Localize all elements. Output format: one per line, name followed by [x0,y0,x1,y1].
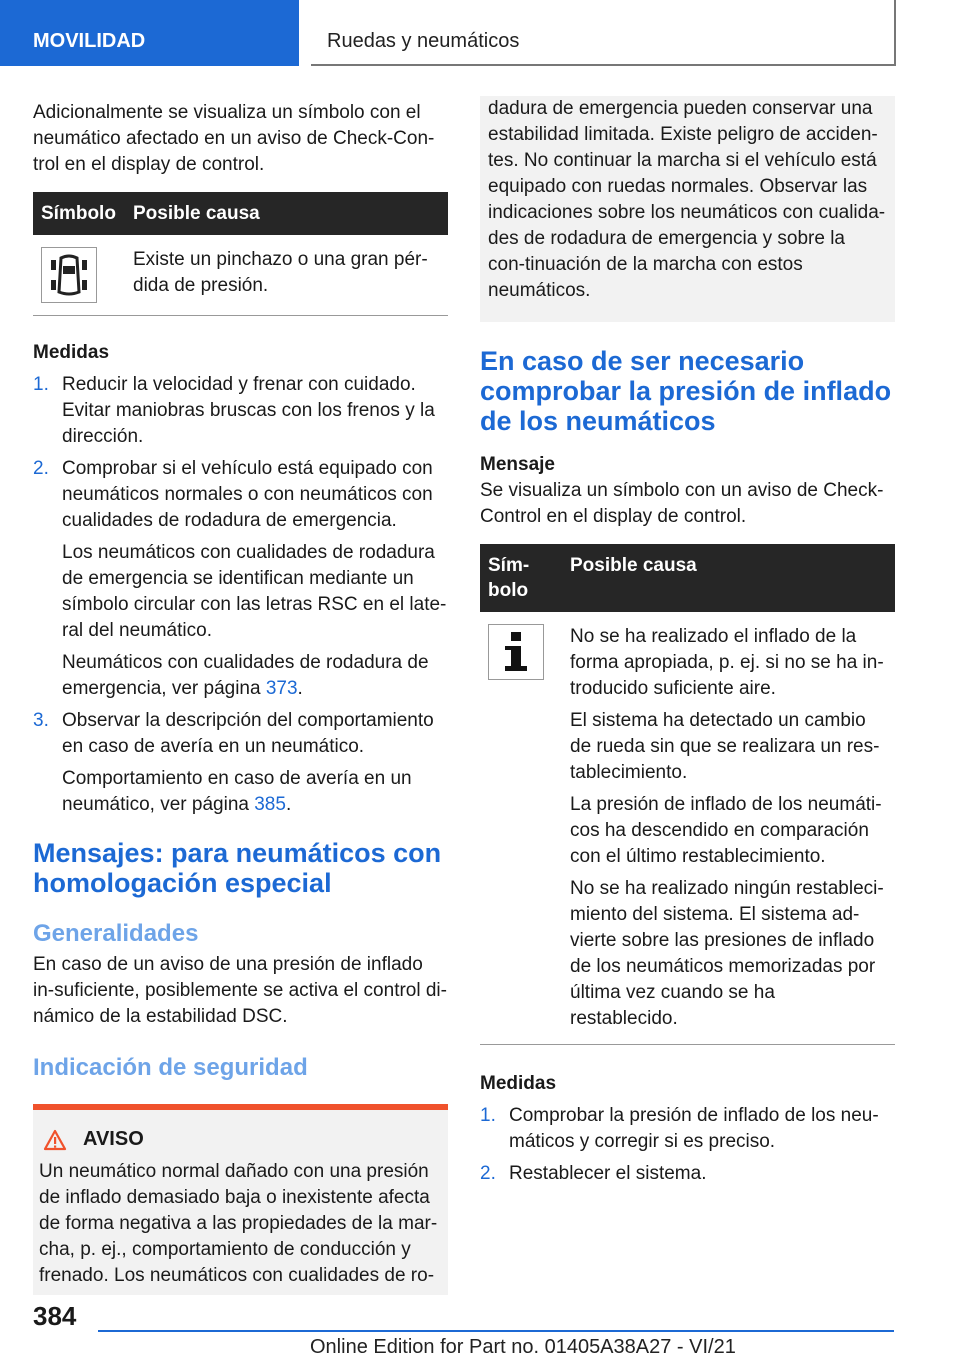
table-cell-cause: Existe un pinchazo o una gran pér-dida de presión. [125,235,448,316]
table-header-symbol: Sím-bolo [480,544,562,612]
step-text: Comprobar si el vehículo está equipado con neumáticos normales o con neumáticos con cualidades de rodadura de emergencia. [62,458,433,531]
table-header-cause: Posible causa [562,544,895,612]
step-text: Reducir la velocidad y frenar con cuidado. Evitar maniobras bruscas con los frenos y la dirección. [62,374,435,447]
footer-edition: Online Edition for Part no. 01405A38A27 - VI/21 [310,1336,736,1358]
message-title: Mensaje [480,454,555,475]
table-cell-cause: No se ha realizado el inflado de la forma apropiada, p. ej. si no se ha in-troducido suficiente aire. [570,626,884,699]
step-text: Observar la descripción del comportamiento en caso de avería en un neumático. [62,710,434,757]
step-note: Los neumáticos con cualidades de rodadura de emergencia se identifican mediante un símbolo circular con las letras RSC en el late-ral del neumático. [62,542,447,641]
table-row [480,612,895,1045]
section-heading: En caso de ser necesario comprobar la presión de inflado de los neumáticos [480,346,892,436]
chapter-title: Ruedas y neumáticos [311,0,896,66]
step-text: Comprobar la presión de inflado de los neu-máticos y corregir si es preciso. [509,1105,879,1152]
list-item [33,708,448,818]
table-cell-cause: El sistema ha detectado un cambio de rueda sin que se realizara un res-tablecimiento. [570,710,880,783]
general-text: En caso de un aviso de una presión de inflado in-suficiente, posiblemente se activa el control di-námico de la estabilidad DSC. [33,954,447,1027]
step-number: 1. [480,1105,496,1126]
page-reference-link[interactable]: 373 [265,678,298,699]
warning-box [33,1104,448,1295]
table-header-cause: Posible causa [125,192,448,235]
table-header-symbol: Símbolo [33,192,125,235]
step-number: 2. [33,458,49,479]
warning-title: AVISO [83,1128,144,1150]
info-icon [488,624,544,680]
step-number: 1. [33,374,49,395]
step-number: 3. [33,710,49,731]
measures-list [480,1103,895,1187]
step-note: Neumáticos con cualidades de rodadura de emergencia, ver página 373. [62,652,429,699]
measures-list [33,372,448,818]
table-row [33,235,448,316]
footer-divider [98,1330,894,1332]
symbol-table-2 [480,544,895,1045]
list-item [480,1161,895,1187]
intro-text: Adicionalmente se visualiza un símbolo con el neumático afectado en un aviso de Check-Con-trol en el display de control. [33,102,435,175]
left-column [33,100,448,1295]
page-number: 384 [33,1301,77,1331]
section-heading: Mensajes: para neumáticos con homologación especial [33,838,442,898]
warning-box-continued [480,96,895,322]
table-cell-cause: No se ha realizado ningún restableci-miento del sistema. El sistema ad-vierte sobre las presiones de inflado de los neumáticos memorizadas por última vez cuando se ha restablecido. [570,878,884,1029]
right-column [480,100,895,1187]
message-text: Se visualiza un símbolo con un aviso de Check-Control en el display de control. [480,480,884,527]
page-header [0,0,960,66]
list-item [33,372,448,450]
step-number: 2. [480,1163,496,1184]
step-text: Restablecer el sistema. [509,1163,707,1184]
measures-title: Medidas [33,342,110,363]
step-note: Comportamiento en caso de avería en un neumático, ver página 385. [62,768,412,815]
measures-title: Medidas [480,1073,557,1094]
symbol-table-1 [33,192,448,316]
warning-text: Un neumático normal dañado con una presión de inflado demasiado baja o inexistente afecta de forma negativa a las propiedades de la mar-cha, p. ej., comportamiento de conducción y frenado. Los neumáticos con cualidades de ro- [39,1161,438,1286]
list-item [480,1103,895,1155]
warning-text-continued: dadura de emergencia pueden conservar una estabilidad limitada. Existe peligro de acciden-tes. No continuar la marcha si el vehículo está equipado con ruedas normales. Observar las indicaciones sobre los neumáticos con cualida-des de rodadura de emergencia y sobre la con-tinuación de la marcha con estos neumáticos. [488,98,886,301]
subsection-heading-safety: Indicación de seguridad [33,1054,308,1081]
page-reference-link[interactable]: 385 [254,794,286,815]
list-item [33,456,448,702]
subsection-heading-general: Generalidades [33,920,199,947]
tire-pressure-car-icon [41,247,97,303]
section-tab[interactable]: MOVILIDAD [0,0,299,66]
table-cell-cause: La presión de inflado de los neumáti-cos ha descendido en comparación con el último restablecimiento. [570,794,882,867]
warning-triangle-icon [43,1129,67,1151]
